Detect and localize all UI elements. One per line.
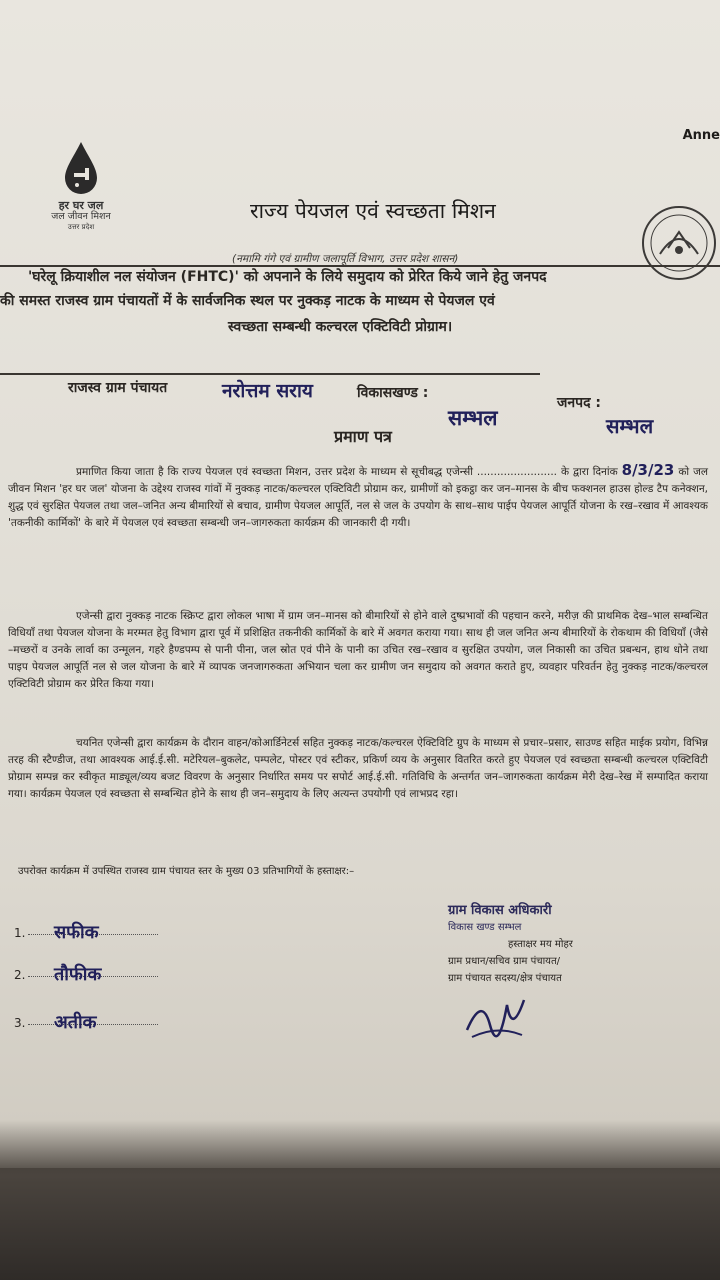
signature-number: 1.: [14, 926, 26, 940]
paragraph-3-text: चयनित एजेन्सी द्वारा कार्यक्रम के दौरान वाहन/कोआर्डिनेटर्स सहित नुक्कड़ नाटक/कल्चरल ऐक्टिविटि ग्रुप के माध्यम से प्रचार–प्रसार, साउण्ड सहित माईक प्रयोग, विभिन्न तरह की स्टैण्डीज, तथा आवश्यक आई.ई.सी. मटेरियल–बुकलेट, पम्पलेट, पोस्टर एवं स्टीकर, प्रकिर्ण व्यय के अनुसार वितरित करते हुए पेयजल एवं स्वच्छता सम्बन्धी कल्चरल एक्टिविटी प्रोग्राम सम्पन्न कर स्वीकृत माड्यूल/व्यय बजट विवरण के अनुसार निर्धारित समय पर सपोर्ट आई.ई.सी. गतिविधि के अन्तर्गत जन–जागरुकता कार्यक्रम मेरी देख–रेख में सम्पादित कराया गया। कार्यक्रम पेयजल एवं स्वच्छता से सम्बन्धित होने के साथ ही जन–समुदाय के लिए अत्यन्त उपयोगी एवं लाभप्रद रहा।: [8, 737, 708, 800]
officer-signature-icon: [462, 985, 532, 1045]
program-date: 8/3/23: [621, 461, 675, 479]
certificate-title: प्रमाण पत्र: [334, 427, 392, 446]
har-ghar-jal-logo: [46, 140, 116, 233]
gram-panchayat-value: नरोत्तम सराय: [222, 380, 313, 402]
topic-line-2: की समस्त राजस्व ग्राम पंचायतों में के सार्वजनिक स्थल पर नुक्कड़ नाटक के माध्यम से पेयजल एवं: [0, 293, 495, 309]
gram-panchayat-label: राजस्व ग्राम पंचायत: [68, 380, 168, 396]
vikas-khand-label: विकासखण्ड :: [357, 385, 429, 401]
paragraph-3: [8, 735, 708, 803]
officer-designation-2: ग्राम पंचायत सदस्य/क्षेत्र पंचायत: [448, 973, 562, 984]
paragraph-1-after-date: को जल जीवन मिशन 'हर घर जल' योजना के उद्देश्य राजस्व गांवों में नुक्कड़ नाटक/कल्चरल एक्टिविटी प्रोग्राम कर, ग्रामीणों को इकट्ठा कर जन–मानस के बीच फक्शनल हाउस होल्ड टैप कनेक्शन, शुद्ध एवं सुरक्षित पेयजल तथा जल–जनित अन्य बीमारियों से बचाव, ग्रामीण पेयजल आपूर्ति, नल से जल के उपयोग के साथ–साथ पाईप पेयजल आपूर्ति योजना के रख–रखाव में आवश्यक 'तकनीकी कार्मिकों' के बारे में पेयजल एवं स्वच्छता सम्बन्धी जन–जागरुकता कार्यक्रम की जानकारी दी गयी।: [8, 466, 708, 529]
attendees-label: उपरोक्त कार्यक्रम में उपस्थित राजस्व ग्राम पंचायत स्तर के मुख्य 03 प्रतिभागियों के हस्ताक्षर:–: [18, 866, 355, 877]
signature-name: तौफीक: [54, 964, 102, 985]
paragraph-2: [8, 608, 708, 693]
program-topic: [0, 265, 720, 377]
paragraph-1-before-date: प्रमाणित किया जाता है कि राज्य पेयजल एवं स्वच्छता मिशन, उत्तर प्रदेश के माध्यम से सूचीबद्ध एजेन्सी ........................ के द्वारा दिनांक: [76, 466, 618, 478]
mission-title: राज्य पेयजल एवं स्वच्छता मिशन: [250, 199, 496, 223]
divider: [0, 373, 540, 375]
topic-line-3: स्वच्छता सम्बन्धी कल्चरल एक्टिविटी प्रोग्राम।: [228, 319, 453, 335]
signature-name: अतीक: [54, 1012, 97, 1033]
signature-number: 3.: [14, 1016, 26, 1030]
officer-stamp-note: हस्ताक्षर मय मोहर: [508, 939, 573, 950]
logo-tagline-1: हर घर जल: [58, 199, 104, 212]
annexure-label: Anne: [682, 128, 720, 143]
signature-name: सफीक: [54, 922, 99, 943]
paragraph-1: [8, 462, 708, 532]
janpad-value: सम्भल: [606, 414, 654, 438]
officer-designation-1: ग्राम प्रधान/सचिव ग्राम पंचायत/: [448, 956, 561, 967]
officer-block: [448, 902, 668, 987]
water-drop-icon: [61, 140, 101, 196]
officer-title: ग्राम विकास अधिकारी: [448, 903, 552, 918]
officer-block-line: विकास खण्ड सम्भल: [448, 922, 522, 933]
logo-tagline-3: उत्तर प्रदेश: [67, 223, 95, 231]
mission-subtitle: (नमामि गंगे एवं ग्रामीण जलापूर्ति विभाग, उत्तर प्रदेश शासन): [232, 253, 459, 265]
vikas-khand-value: सम्भल: [448, 406, 498, 430]
janpad-label: जनपद :: [557, 395, 602, 411]
paragraph-2-text: एजेन्सी द्वारा नुक्कड़ नाटक स्क्रिप्ट द्वारा लोकल भाषा में ग्राम जन–मानस को बीमारियों से होने वाले दुष्प्रभावों की पहचान करने, मरीज़ की प्राथमिक देख–भाल सम्बन्धित विधियाँ तथा पेयजल योजना के मरम्मत हेतु विभाग द्वारा पूर्व में प्रशिक्षित तकनीकी कार्मिकों के बारे में अवगत कराया गया। साथ ही जल जनित अन्य बीमारियों के रोकथाम की विधियाँ (जैसे –मच्छरों व उनके लार्वा का उन्मूलन, गहरे हैण्डपम्प से पानी पीना, जल स्रोत एवं पीने के पानी का उचित रख–रखाव व सुरक्षित उपयोग, जल निकासी का उचित प्रबन्धन, हाथ धोने तथा पाइप पेयजल आपूर्ति नल से जल योजना के बारे में व्यापक जनजागरुकता अभियान चला कर ग्रामीण जन समुदाय को अवगत कराते हुए, व्यवहार परिवर्तन हेतु नुक्कड़ नाटक/कल्चरल एक्टिविटी प्रोग्राम कर प्रेरित किया गया।: [8, 610, 708, 690]
topic-line-1: 'घरेलू क्रियाशील नल संयोजन (FHTC)' को अपनाने के लिये समुदाय को प्रेरित किये जाने हेतु जनपद: [28, 269, 547, 285]
signature-number: 2.: [14, 968, 26, 982]
logo-tagline-2: जल जीवन मिशन: [51, 211, 111, 222]
background-shadow: [0, 1120, 720, 1280]
